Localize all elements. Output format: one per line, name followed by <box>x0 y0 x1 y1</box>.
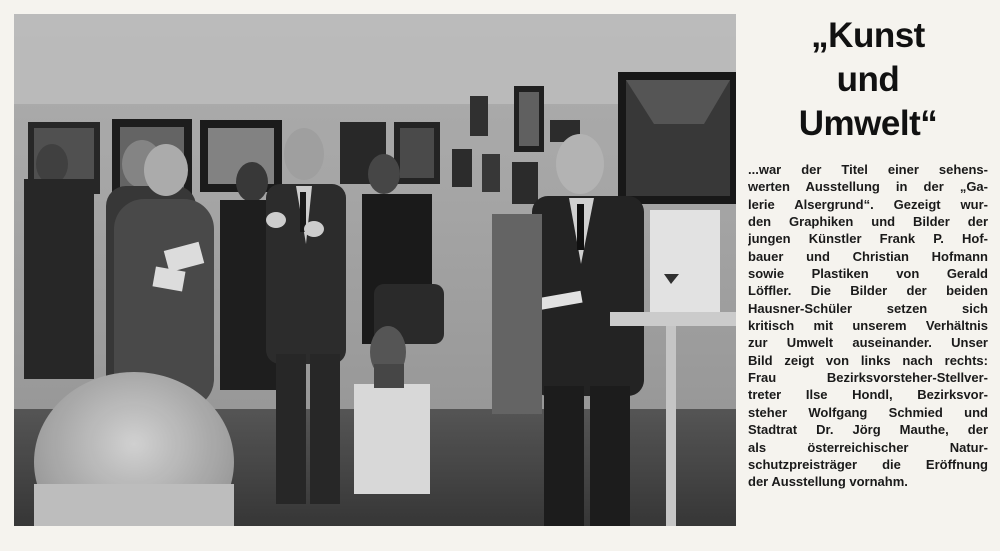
article-line: zur Umwelt auseinander. Unser <box>748 335 988 351</box>
article-line: werten Ausstellung in der „Ga- <box>748 179 988 195</box>
article-line: als österreichischer Natur- <box>748 439 988 455</box>
article-body <box>748 161 988 491</box>
headline-line-1: „Kunst <box>811 16 925 55</box>
article-line: bauer und Christian Hofmann <box>748 248 988 264</box>
headline-line-2: und <box>836 60 900 99</box>
article-line: ...war der Titel einer sehens- <box>748 162 988 177</box>
article-line: den Graphiken und Bilder der <box>748 214 988 230</box>
headline-line-3: Umwelt“ <box>798 104 938 143</box>
article-line: Frau Bezirksvorsteher-Stellver- <box>748 370 988 386</box>
article-line: schutzpreisträger die Eröffnung <box>748 456 988 472</box>
article-line: Stadtrat Dr. Jörg Mauthe, der <box>748 422 988 438</box>
article-line: jungen Künstler Frank P. Hof- <box>748 231 988 247</box>
article-line: lerie Alsergrund“. Gezeigt wur- <box>748 196 988 212</box>
article-line: treter Ilse Hondl, Bezirksvor- <box>748 387 988 403</box>
article-line: Löffler. Die Bilder der beiden <box>748 283 988 299</box>
article-line: kritisch mit unserem Verhältnis <box>748 318 988 334</box>
article-column <box>748 14 988 538</box>
article-line: der Ausstellung vornahm. <box>748 474 908 490</box>
article-line: Hausner-Schüler setzen sich <box>748 300 988 316</box>
article-line: Bild zeigt von links nach rechts: <box>748 352 988 368</box>
article-line: sowie Plastiken von Gerald <box>748 266 988 282</box>
gallery-opening-photo <box>14 14 736 526</box>
article-line: steher Wolfgang Schmied und <box>748 404 988 420</box>
headline <box>748 14 988 146</box>
